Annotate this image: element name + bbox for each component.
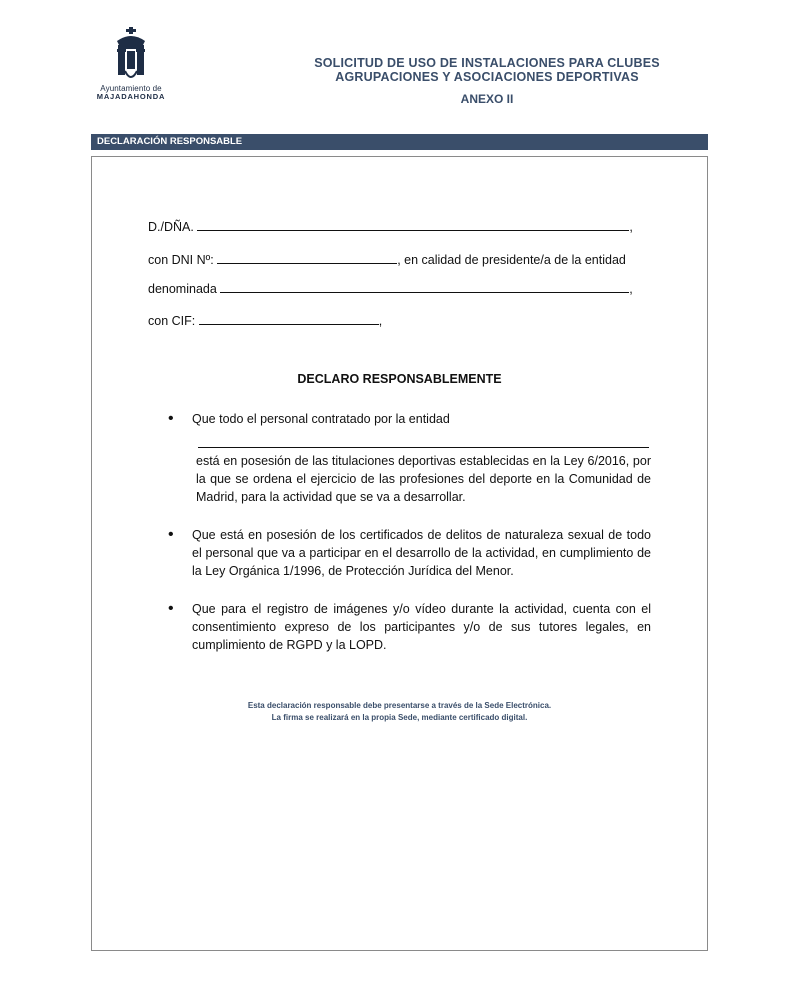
cif-comma: ,: [378, 314, 383, 328]
bullet-2-text: Que está en posesión de los certificados de delitos de naturaleza sexual de todo el personal que va a participar en el desarrollo de la actividad, en cumplimiento de la Ley Orgánica 1/1996, de Protección Jurídica del Menor.: [192, 528, 651, 578]
cif-field[interactable]: [199, 312, 379, 325]
bullet-3-symbol: •: [168, 600, 174, 617]
bullet-3-text: Que para el registro de imágenes y/o vídeo durante la actividad, cuenta con el consentimiento expreso de los participantes y/o de sus tutores legales, en cumplimiento de RGPD y la LOPD.: [192, 602, 651, 652]
staff-entity-field[interactable]: [198, 447, 649, 448]
logo-caption-line1: Ayuntamiento de: [100, 84, 162, 93]
dni-label: con DNI Nº:: [148, 253, 214, 267]
title-line2: AGRUPACIONES Y ASOCIACIONES DEPORTIVAS: [335, 70, 639, 84]
logo-caption-line2: MAJADAHONDA: [96, 92, 166, 101]
document-title: [300, 56, 674, 84]
bullet-1-symbol: •: [168, 410, 174, 427]
declaration-heading: DECLARO RESPONSABLEMENTE: [297, 372, 502, 386]
footer-line1: Esta declaración responsable debe presentarse a través de la Sede Electrónica.: [247, 701, 552, 710]
dni-comma: ,: [397, 253, 401, 267]
name-comma: ,: [629, 220, 633, 234]
dni-after-text: en calidad de presidente/a de la entidad: [404, 253, 626, 267]
bullet-1-text: está en posesión de las titulaciones deportivas establecidas en la Ley 6/2016, por la que se ordena el ejercicio de las profesiones del deporte en la Comunidad de Madrid, para la actividad que se va a desarrollar.: [196, 454, 651, 504]
entity-label: denominada: [148, 282, 217, 296]
bullet-2-symbol: •: [168, 526, 174, 543]
name-label: D./DÑA.: [148, 220, 194, 234]
municipality-logo: [92, 27, 170, 105]
cif-label: con CIF:: [148, 314, 196, 328]
footer-line2: La firma se realizará en la propia Sede, mediante certificado digital.: [271, 713, 528, 722]
entity-row: [148, 280, 633, 296]
bullet-1-lead: Que todo el personal contratado por la entidad: [192, 412, 450, 426]
title-line1: SOLICITUD DE USO DE INSTALACIONES PARA CLUBES: [314, 56, 660, 70]
footer-note: [91, 700, 708, 724]
coat-of-arms-icon: [113, 27, 149, 83]
dni-field[interactable]: [217, 251, 397, 264]
dni-row: [148, 251, 626, 267]
name-field[interactable]: [197, 218, 629, 231]
cif-row: [148, 312, 382, 328]
section-bar: DECLARACIÓN RESPONSABLE: [91, 134, 708, 150]
name-row: [148, 218, 633, 234]
entity-comma: ,: [629, 282, 633, 296]
annex-label: ANEXO II: [460, 92, 514, 106]
entity-field[interactable]: [220, 280, 629, 293]
